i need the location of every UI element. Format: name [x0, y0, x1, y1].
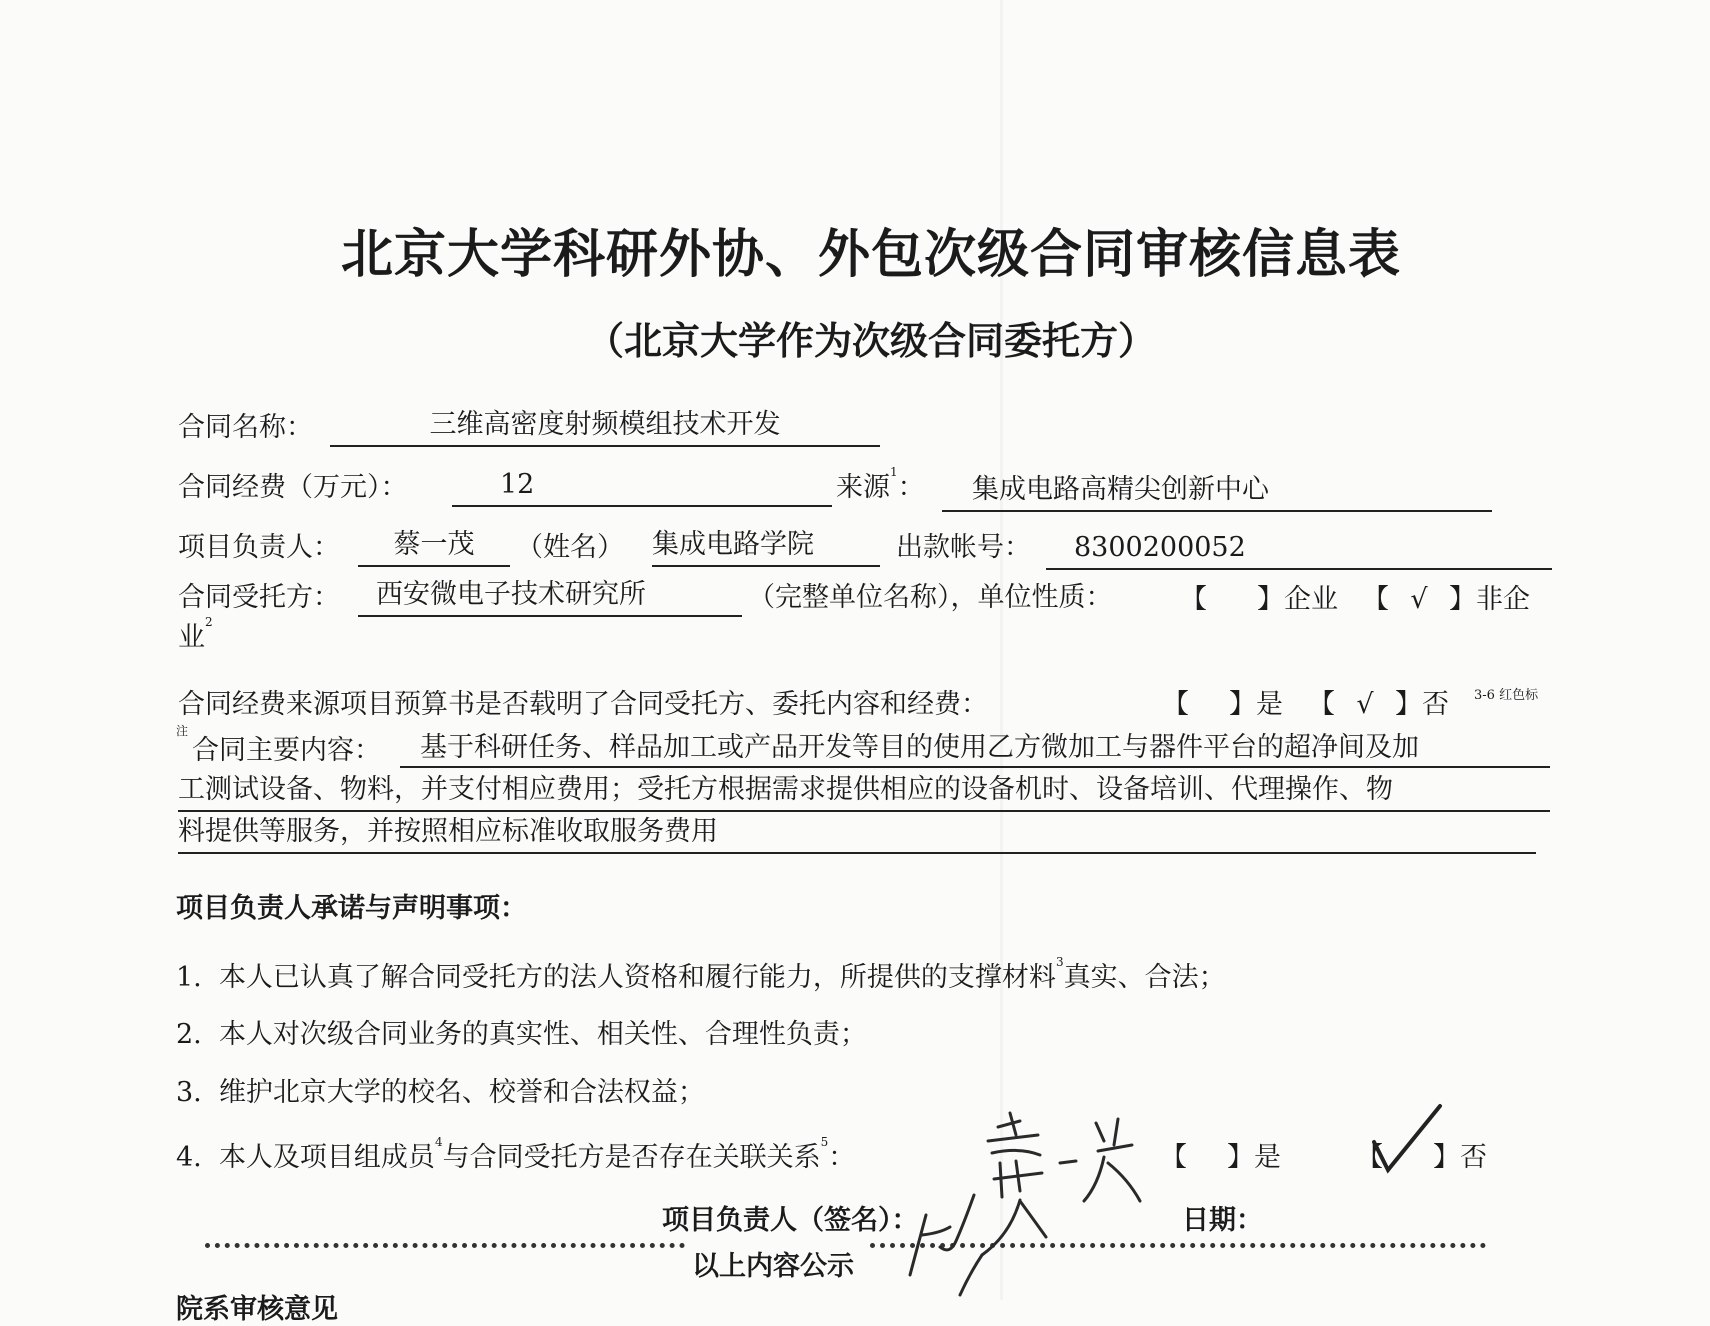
main-content-label: 合同主要内容： — [192, 735, 381, 766]
account-label: 出款帐号： — [896, 532, 1031, 563]
leader-name-field: 蔡一茂 — [358, 525, 510, 567]
budget-no-checkbox[interactable]: 【 √ 】否 — [1308, 689, 1449, 720]
contractee-field: 西安微电子技术研究所 — [358, 575, 742, 617]
fund-source-field: 集成电路高精尖创新中心 — [942, 470, 1492, 512]
main-content-line-3: 料提供等服务，并按照相应标准收取服务费用 — [178, 812, 1536, 854]
handwritten-check-icon — [1368, 1100, 1448, 1180]
contract-fund-label: 合同经费（万元）： — [178, 472, 408, 503]
leader-name-note: （姓名） — [516, 532, 624, 563]
contract-name-label: 合同名称： — [178, 412, 313, 443]
dotted-divider-left — [205, 1243, 685, 1248]
page-subtitle: （北京大学作为次级合同委托方） — [585, 319, 1156, 363]
fund-source-label: 来源$^1$： — [836, 465, 925, 503]
contractee-note: （完整单位名称），单位性质： — [748, 582, 1113, 613]
project-leader-label: 项目负责人： — [178, 532, 340, 563]
contractee-label: 合同受托方： — [178, 582, 340, 613]
relation-yes-checkbox[interactable]: 【 】是 — [1160, 1142, 1281, 1173]
handwritten-signature — [870, 1105, 1190, 1300]
pledge-2: 2. 本人对次级合同业务的真实性、相关性、合理性负责； — [176, 1019, 867, 1050]
main-content-line-2: 工测试设备、物料，并支付相应费用；受托方根据需求提供相应的设备机时、设备培训、代理操作、物 — [178, 770, 1550, 812]
leader-dept-field: 集成电路学院 — [652, 525, 880, 567]
relation-no-checkbox[interactable]: 【 】否 — [1356, 1142, 1487, 1173]
budget-note: 3-6 红色标 — [1474, 688, 1539, 703]
page-title: 北京大学科研外协、外包次级合同审核信息表 — [340, 225, 1401, 285]
pledge-3: 3. 维护北京大学的校名、校誉和合法权益； — [176, 1077, 705, 1108]
contract-name-field: 三维高密度射频模组技术开发 — [330, 405, 880, 447]
cut-off-heading: 院系审核意见 — [176, 1294, 338, 1325]
pledge-1: 1. 本人已认真了解合同受托方的法人资格和履行能力，所提供的支撑材料$^3$真实、合法； — [176, 955, 1226, 993]
non-enterprise-checkbox[interactable]: 【 √ 】非企 — [1362, 584, 1530, 615]
account-field: 8300200052 — [1046, 528, 1552, 570]
pledge-heading: 项目负责人承诺与声明事项： — [176, 893, 527, 924]
contractee-wrap: 业$^2$ — [178, 615, 213, 653]
main-content-line-1: 基于科研任务、样品加工或产品开发等目的使用乙方微加工与器件平台的超净间及加 — [400, 728, 1550, 768]
contract-fund-field: 12 — [452, 465, 832, 507]
budget-yes-checkbox[interactable]: 【 】是 — [1162, 689, 1283, 720]
sign-label: 项目负责人（签名）： — [662, 1205, 919, 1236]
public-notice: 以上内容公示 — [692, 1251, 854, 1282]
pledge-4: 4. 本人及项目组成员$^4$与合同受托方是否存在关联关系$^5$： — [176, 1135, 856, 1173]
budget-question: 合同经费来源项目预算书是否载明了合同受托方、委托内容和经费： — [178, 689, 988, 720]
date-label: 日期： — [1182, 1205, 1263, 1236]
enterprise-checkbox[interactable]: 【 】企业 — [1180, 584, 1338, 615]
main-content-note: 注 — [176, 724, 189, 738]
